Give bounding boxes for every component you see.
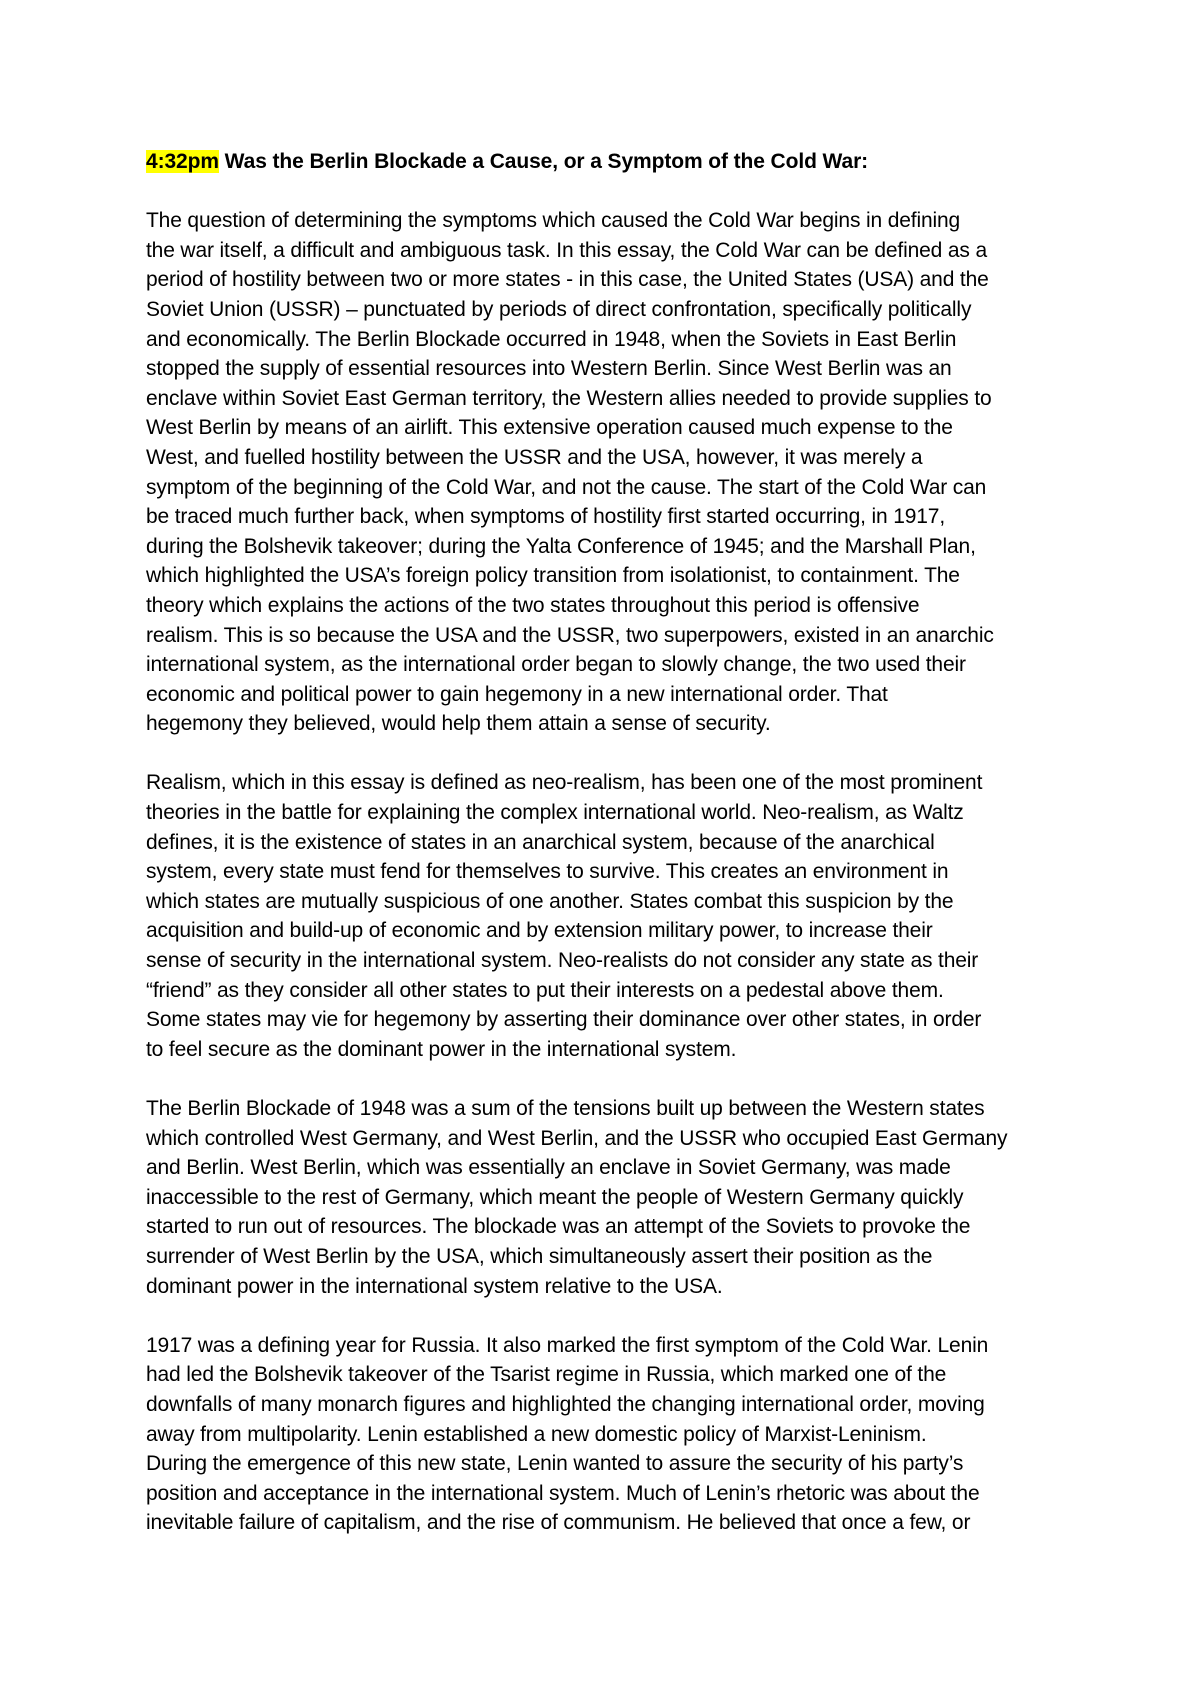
text-line: which states are mutually suspicious of one another. States combat this suspicion by the (146, 889, 954, 913)
essay-title: Was the Berlin Blockade a Cause, or a Symptom of the Cold War: (218, 150, 869, 173)
text-line: stopped the supply of essential resources into Western Berlin. Since West Berlin was an (146, 357, 952, 381)
text-line: West Berlin by means of an airlift. This extensive operation caused much expense to the (146, 416, 953, 440)
text-line: started to run out of resources. The blockade was an attempt of the Soviets to provoke the (146, 1215, 971, 1239)
text-line: acquisition and build-up of economic and by extension military power, to increase their (146, 919, 933, 943)
text-line: Soviet Union (USSR) – punctuated by periods of direct confrontation, specifically politically (146, 297, 972, 321)
text-line: surrender of West Berlin by the USA, which simultaneously assert their position as the (146, 1244, 933, 1268)
text-line: to feel secure as the dominant power in the international system. (146, 1037, 737, 1061)
paragraph-4 (146, 1331, 1066, 1538)
text-line: “friend” as they consider all other states to put their interests on a pedestal above them. (146, 978, 944, 1002)
text-line: The Berlin Blockade of 1948 was a sum of the tensions built up between the Western states (146, 1097, 985, 1120)
document-body (146, 147, 1066, 1568)
paragraph-1 (146, 206, 1066, 739)
text-line: realism. This is so because the USA and the USSR, two superpowers, existed in an anarchic (146, 623, 994, 647)
text-line: theories in the battle for explaining the complex international world. Neo-realism, as Waltz (146, 801, 964, 825)
text-line: inevitable failure of capitalism, and the rise of communism. He believed that once a few, or (146, 1511, 971, 1535)
text-line: period of hostility between two or more states - in this case, the United States (USA) and the (146, 268, 989, 292)
text-line: inaccessible to the rest of Germany, which meant the people of Western Germany quickly (146, 1185, 964, 1209)
text-line: be traced much further back, when symptoms of hostility first started occurring, in 1917, (146, 505, 946, 529)
paragraph-2 (146, 768, 1066, 1064)
text-line: had led the Bolshevik takeover of the Tsarist regime in Russia, which marked one of the (146, 1363, 947, 1387)
text-line: Realism, which in this essay is defined as neo-realism, has been one of the most prominent (146, 771, 983, 795)
text-line: system, every state must fend for themselves to survive. This creates an environment in (146, 860, 949, 884)
text-line: during the Bolshevik takeover; during the Yalta Conference of 1945; and the Marshall Plan, (146, 534, 976, 558)
timestamp-highlight: 4:32pm (146, 150, 219, 173)
text-line: and Berlin. West Berlin, which was essentially an enclave in Soviet Germany, was made (146, 1156, 951, 1180)
text-line: economic and political power to gain hegemony in a new international order. That (146, 682, 888, 706)
text-line: Some states may vie for hegemony by asserting their dominance over other states, in order (146, 1008, 982, 1032)
text-line: hegemony they believed, would help them attain a sense of security. (146, 712, 771, 736)
essay-heading (146, 147, 1066, 177)
text-line: downfalls of many monarch figures and highlighted the changing international order, moving (146, 1392, 985, 1416)
paragraph-3 (146, 1094, 1066, 1301)
text-line: international system, as the international order began to slowly change, the two used their (146, 653, 966, 677)
text-line: dominant power in the international system relative to the USA. (146, 1274, 723, 1298)
text-line: the war itself, a difficult and ambiguous task. In this essay, the Cold War can be defined as a (146, 238, 987, 262)
text-line: away from multipolarity. Lenin established a new domestic policy of Marxist-Leninism. (146, 1422, 927, 1446)
text-line: enclave within Soviet East German territory, the Western allies needed to provide supplies to (146, 386, 992, 410)
text-line: West, and fuelled hostility between the USSR and the USA, however, it was merely a (146, 445, 923, 469)
text-line: 1917 was a defining year for Russia. It also marked the first symptom of the Cold War. Lenin (146, 1333, 989, 1357)
text-line: sense of security in the international system. Neo-realists do not consider any state as their (146, 949, 979, 973)
text-line: The question of determining the symptoms which caused the Cold War begins in defining (146, 209, 961, 233)
text-line: During the emergence of this new state, Lenin wanted to assure the security of his party’s (146, 1452, 964, 1476)
text-line: which highlighted the USA’s foreign policy transition from isolationist, to containment. The (146, 564, 960, 588)
text-line: and economically. The Berlin Blockade occurred in 1948, when the Soviets in East Berlin (146, 327, 957, 351)
text-line: theory which explains the actions of the two states throughout this period is offensive (146, 593, 920, 617)
text-line: which controlled West Germany, and West Berlin, and the USSR who occupied East Germany (146, 1126, 1008, 1150)
text-line: defines, it is the existence of states in an anarchical system, because of the anarchical (146, 830, 935, 854)
text-line: position and acceptance in the international system. Much of Lenin’s rhetoric was about the (146, 1481, 980, 1505)
text-line: symptom of the beginning of the Cold War, and not the cause. The start of the Cold War can (146, 475, 987, 499)
paragraphs-container (146, 206, 1066, 1538)
